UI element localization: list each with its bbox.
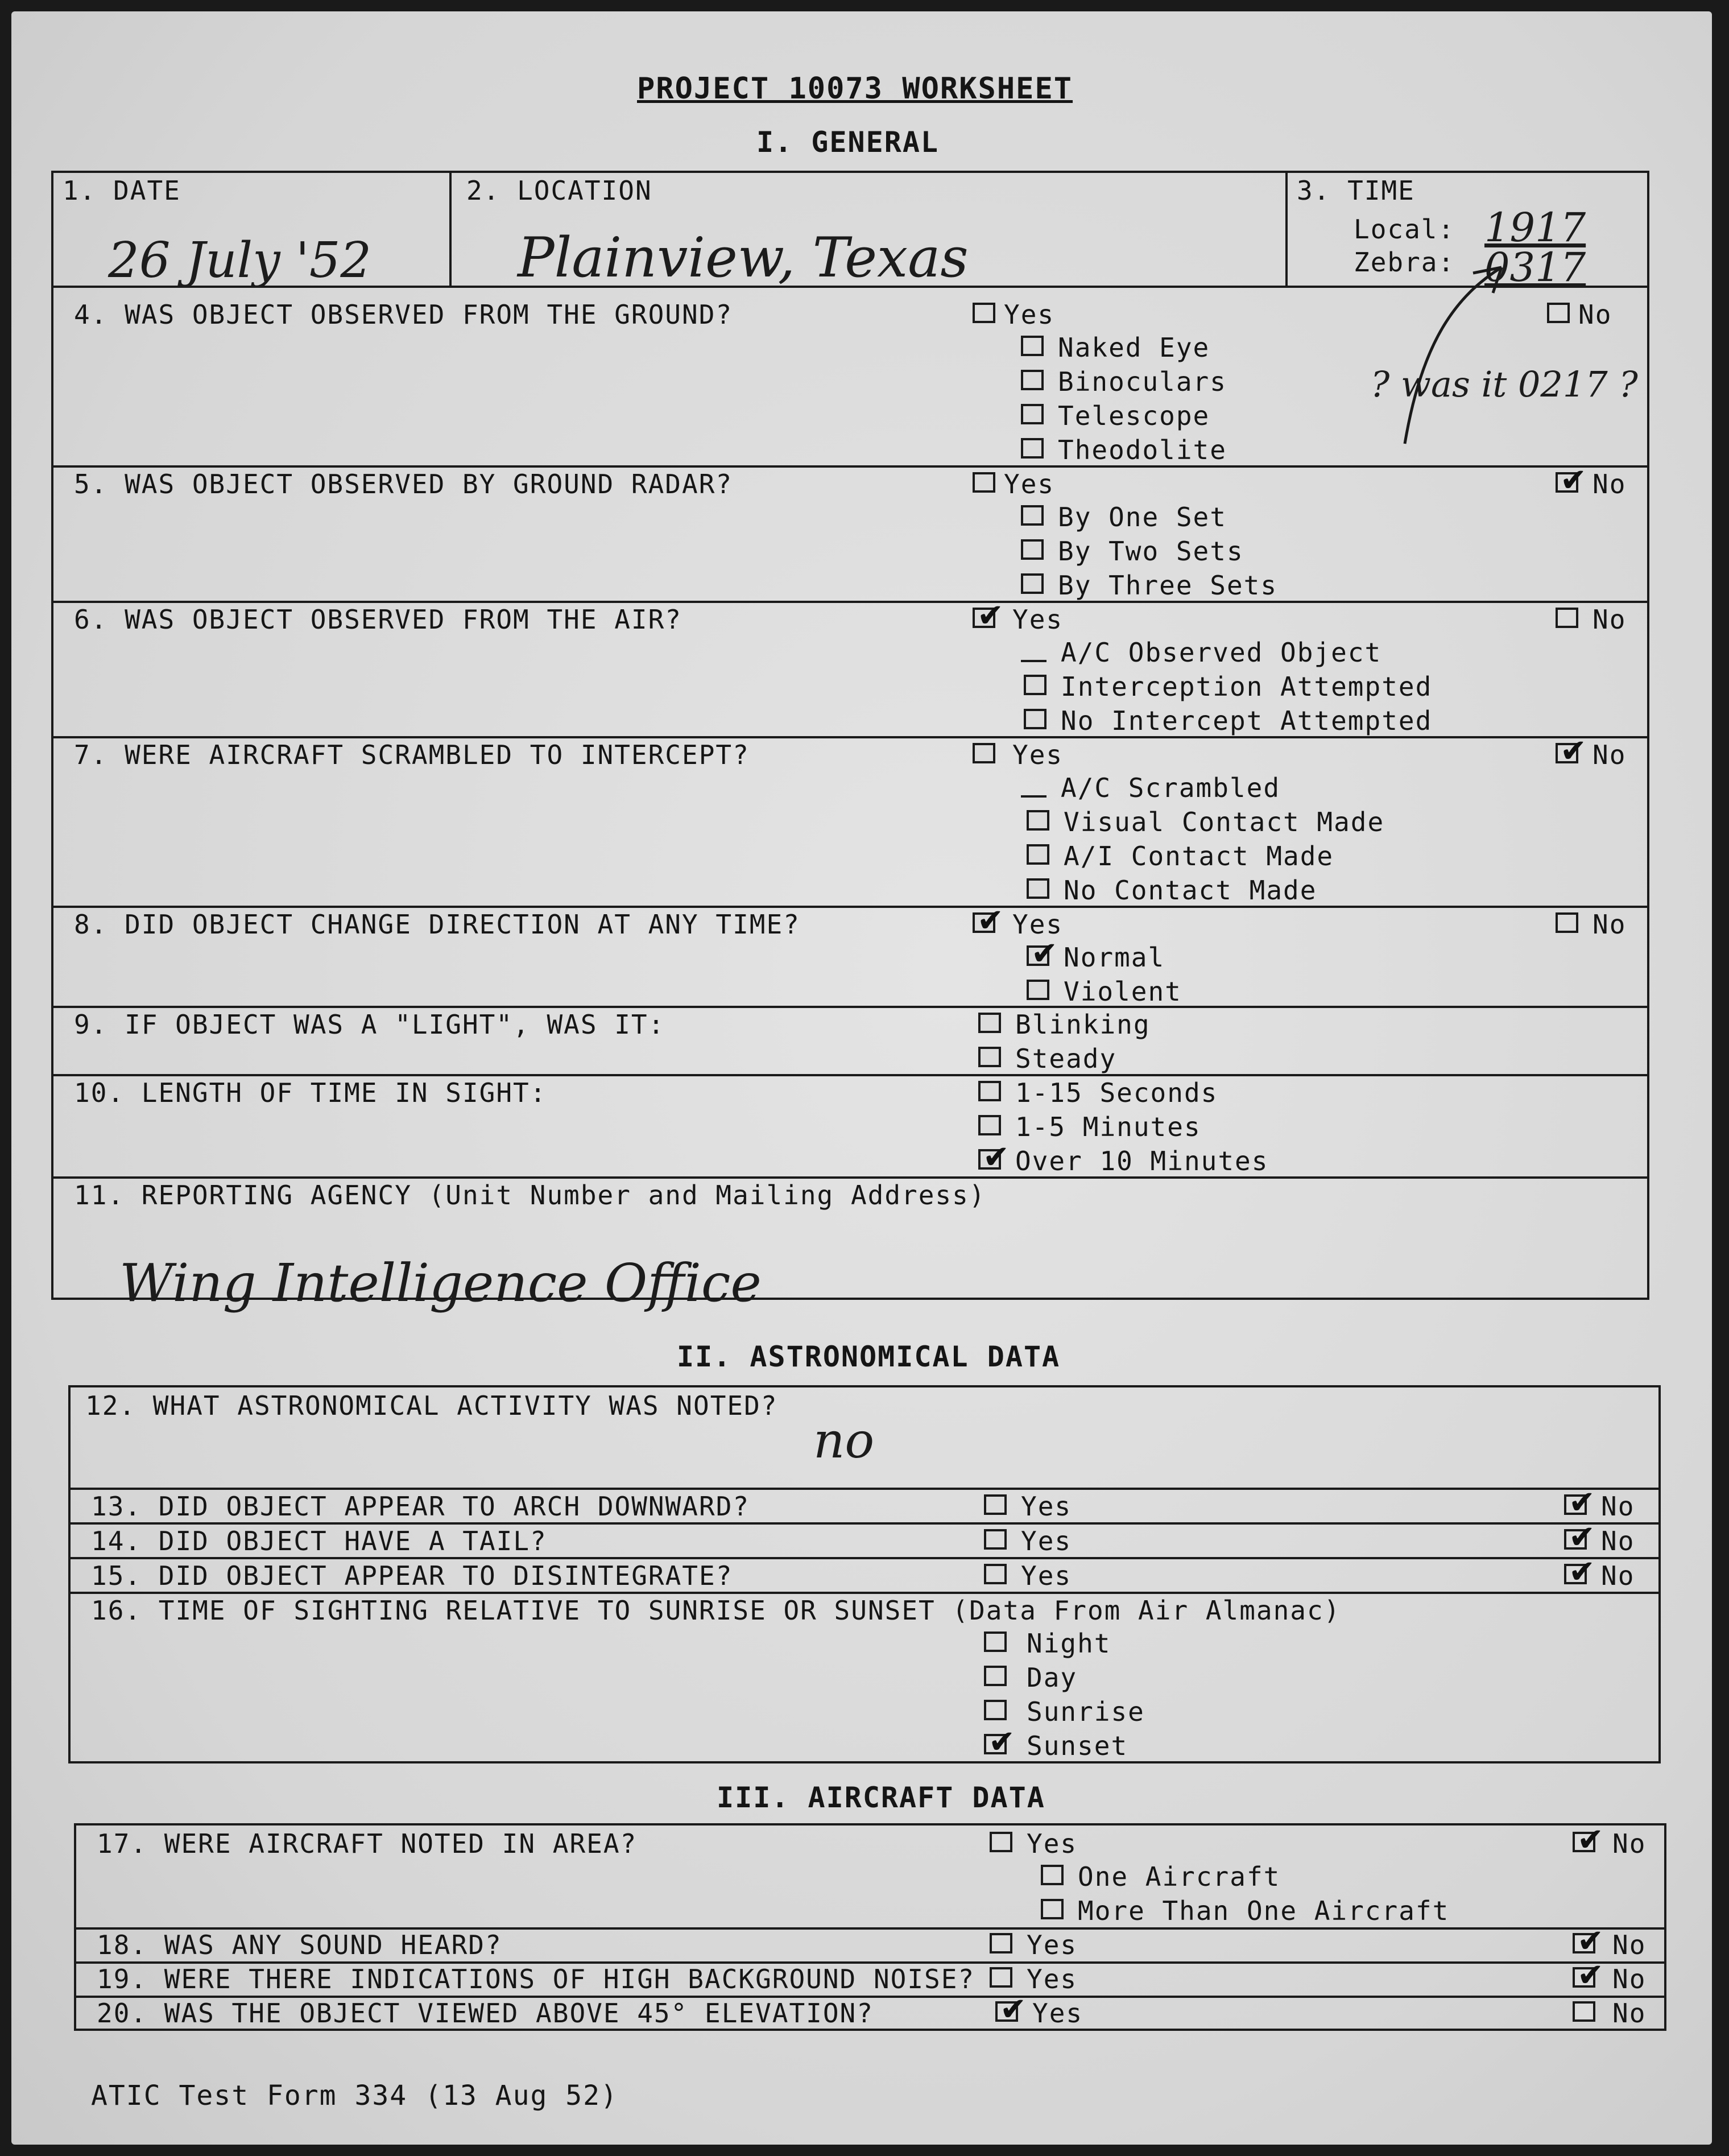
q13-label: 13. DID OBJECT APPEAR TO ARCH DOWNWARD? xyxy=(91,1491,750,1522)
q6-no-label: No xyxy=(1592,604,1627,635)
q6-opt-label: A/C Observed Object xyxy=(1061,637,1382,668)
q7-label: 7. WERE AIRCRAFT SCRAMBLED TO INTERCEPT? xyxy=(74,740,750,770)
q19-no-checkbox[interactable] xyxy=(1573,1967,1595,1988)
q5-opt-checkbox[interactable] xyxy=(1021,505,1044,526)
q19-label: 19. WERE THERE INDICATIONS OF HIGH BACKGROUND NOISE? xyxy=(97,1964,975,1994)
q15-yes-label: Yes xyxy=(1021,1560,1072,1591)
q18-label: 18. WAS ANY SOUND HEARD? xyxy=(97,1930,502,1960)
q8-opt-label: Normal xyxy=(1064,942,1165,973)
q4-opt-label: Telescope xyxy=(1058,400,1210,431)
q7-opt-checkbox[interactable] xyxy=(1027,878,1049,899)
q12-label: 12. WHAT ASTRONOMICAL ACTIVITY WAS NOTED? xyxy=(85,1390,778,1421)
q4-yes-checkbox[interactable] xyxy=(973,303,995,323)
q5-yes-checkbox[interactable] xyxy=(973,472,995,493)
q7-no-checkbox[interactable] xyxy=(1556,743,1578,763)
q5-opt-checkbox[interactable] xyxy=(1021,539,1044,560)
q18-no-label: No xyxy=(1612,1930,1647,1960)
q16-opt-checkbox[interactable] xyxy=(984,1632,1007,1652)
q6-opt-label: No Intercept Attempted xyxy=(1061,705,1433,736)
q5-label: 5. WAS OBJECT OBSERVED BY GROUND RADAR? xyxy=(74,469,733,499)
q7-opt-label: No Contact Made xyxy=(1064,875,1317,906)
astronomical-activity-value[interactable]: no xyxy=(813,1412,875,1469)
q17-no-label: No xyxy=(1612,1828,1647,1859)
q13-yes-label: Yes xyxy=(1021,1491,1072,1522)
q6-label: 6. WAS OBJECT OBSERVED FROM THE AIR? xyxy=(74,604,682,635)
q16-opt-label: Sunrise xyxy=(1027,1696,1145,1727)
q5-no-checkbox[interactable] xyxy=(1556,472,1578,493)
q9-opt-label: Steady xyxy=(1015,1043,1117,1074)
q5-opt-label: By Three Sets xyxy=(1058,570,1278,601)
q20-label: 20. WAS THE OBJECT VIEWED ABOVE 45° ELEVATION? xyxy=(97,1998,874,2029)
q15-no-checkbox[interactable] xyxy=(1564,1564,1587,1584)
date-value[interactable]: 26 July '52 xyxy=(108,232,372,289)
q4-opt-checkbox[interactable] xyxy=(1021,370,1044,390)
q4-opt-label: Theodolite xyxy=(1058,435,1227,465)
q4-opt-checkbox[interactable] xyxy=(1021,404,1044,424)
q4-opt-checkbox[interactable] xyxy=(1021,336,1044,356)
q7-opt-label: A/C Scrambled xyxy=(1061,773,1281,803)
annotation-arrow xyxy=(1388,262,1524,455)
time-label: 3. TIME xyxy=(1297,175,1415,206)
q4-opt-checkbox[interactable] xyxy=(1021,438,1044,459)
q20-no-checkbox[interactable] xyxy=(1573,2001,1595,2022)
q16-opt-checkbox[interactable] xyxy=(984,1700,1007,1720)
q7-yes-checkbox[interactable] xyxy=(973,743,995,763)
section-general-heading: I. GENERAL xyxy=(756,126,940,159)
q4-yes-label: Yes xyxy=(1004,299,1055,330)
q17-opt-checkbox[interactable] xyxy=(1041,1865,1064,1885)
q7-opt-checkbox[interactable] xyxy=(1027,810,1049,831)
q8-yes-checkbox[interactable] xyxy=(973,912,995,933)
q10-label: 10. LENGTH OF TIME IN SIGHT: xyxy=(74,1077,547,1108)
q5-opt-label: By One Set xyxy=(1058,502,1227,532)
q17-opt-checkbox[interactable] xyxy=(1041,1899,1064,1919)
zebra-label: Zebra: xyxy=(1354,247,1455,278)
q4-no-label: No xyxy=(1578,299,1612,330)
q10-opt-checkbox[interactable] xyxy=(978,1149,1001,1170)
q8-opt-checkbox[interactable] xyxy=(1027,980,1049,1000)
section-aircraft-heading: III. AIRCRAFT DATA xyxy=(717,1781,1045,1814)
q20-no-label: No xyxy=(1612,1998,1647,2029)
form-title: PROJECT 10073 WORKSHEET xyxy=(637,72,1073,106)
local-label: Local: xyxy=(1354,214,1455,245)
q17-opt-label: More Than One Aircraft xyxy=(1078,1895,1450,1926)
q7-yes-label: Yes xyxy=(1012,740,1064,770)
q13-yes-checkbox[interactable] xyxy=(984,1494,1007,1515)
q19-yes-label: Yes xyxy=(1027,1964,1078,1994)
q4-opt-label: Binoculars xyxy=(1058,366,1227,397)
q8-yes-label: Yes xyxy=(1012,909,1064,940)
q5-no-label: No xyxy=(1592,469,1627,499)
q10-opt-label: 1-5 Minutes xyxy=(1015,1112,1201,1142)
q15-label: 15. DID OBJECT APPEAR TO DISINTEGRATE? xyxy=(91,1560,733,1591)
zebra-annotation: ? was it 0217 ? xyxy=(1371,364,1638,405)
q6-no-checkbox[interactable] xyxy=(1556,608,1578,628)
q11-label: 11. REPORTING AGENCY (Unit Number and Mailing Address) xyxy=(74,1180,986,1211)
q6-yes-checkbox[interactable] xyxy=(973,608,995,628)
q6-opt-checkbox[interactable] xyxy=(1024,675,1046,695)
q13-no-checkbox[interactable] xyxy=(1564,1494,1587,1515)
q10-opt-checkbox[interactable] xyxy=(978,1081,1001,1101)
q10-opt-checkbox[interactable] xyxy=(978,1115,1001,1135)
q4-no-checkbox[interactable] xyxy=(1547,303,1570,323)
q17-opt-label: One Aircraft xyxy=(1078,1861,1281,1892)
zebra-time-value[interactable]: 0317 xyxy=(1484,244,1586,291)
q18-yes-checkbox[interactable] xyxy=(990,1933,1012,1953)
q8-no-checkbox[interactable] xyxy=(1556,912,1578,933)
local-time-value[interactable]: 1917 xyxy=(1484,204,1586,251)
q19-yes-checkbox[interactable] xyxy=(990,1967,1012,1988)
q9-label: 9. IF OBJECT WAS A "LIGHT", WAS IT: xyxy=(74,1009,665,1040)
q8-no-label: No xyxy=(1592,909,1627,940)
q10-opt-label: 1-15 Seconds xyxy=(1015,1077,1218,1108)
q7-opt-checkbox[interactable] xyxy=(1027,844,1049,865)
reporting-agency-value[interactable]: Wing Intelligence Office xyxy=(119,1253,762,1314)
q18-no-checkbox[interactable] xyxy=(1573,1933,1595,1953)
q7-no-label: No xyxy=(1592,740,1627,770)
q20-yes-label: Yes xyxy=(1032,1998,1083,2029)
q16-opt-label: Day xyxy=(1027,1662,1078,1693)
q17-yes-label: Yes xyxy=(1027,1828,1078,1859)
location-label: 2. LOCATION xyxy=(466,175,652,206)
q20-yes-checkbox[interactable] xyxy=(995,2001,1018,2022)
q14-no-checkbox[interactable] xyxy=(1564,1529,1587,1550)
q14-label: 14. DID OBJECT HAVE A TAIL? xyxy=(91,1526,547,1556)
q10-opt-label: Over 10 Minutes xyxy=(1015,1146,1269,1176)
q8-opt-checkbox[interactable] xyxy=(1027,945,1049,966)
q13-no-label: No xyxy=(1601,1491,1635,1522)
q17-yes-checkbox[interactable] xyxy=(990,1832,1012,1852)
q14-yes-checkbox[interactable] xyxy=(984,1529,1007,1550)
location-value[interactable]: Plainview, Texas xyxy=(518,226,969,290)
q17-label: 17. WERE AIRCRAFT NOTED IN AREA? xyxy=(97,1828,638,1859)
q16-opt-label: Night xyxy=(1027,1628,1111,1659)
q5-yes-label: Yes xyxy=(1004,469,1055,499)
q19-no-label: No xyxy=(1612,1964,1647,1994)
q16-label: 16. TIME OF SIGHTING RELATIVE TO SUNRISE OR SUNSET (Data From Air Almanac) xyxy=(91,1595,1341,1626)
q15-yes-checkbox[interactable] xyxy=(984,1564,1007,1584)
q16-opt-checkbox[interactable] xyxy=(984,1666,1007,1686)
q6-opt-label: Interception Attempted xyxy=(1061,671,1433,702)
q15-no-label: No xyxy=(1601,1560,1635,1591)
q6-opt-checkbox[interactable] xyxy=(1024,709,1046,729)
q9-opt-checkbox[interactable] xyxy=(978,1013,1001,1033)
q7-opt-label: A/I Contact Made xyxy=(1064,841,1334,872)
q9-opt-checkbox[interactable] xyxy=(978,1047,1001,1067)
q18-yes-label: Yes xyxy=(1027,1930,1078,1960)
q6-yes-label: Yes xyxy=(1012,604,1064,635)
date-label: 1. DATE xyxy=(63,175,181,206)
q4-opt-label: Naked Eye xyxy=(1058,332,1210,363)
q7-opt-label: Visual Contact Made xyxy=(1064,807,1385,837)
q8-opt-label: Violent xyxy=(1064,976,1182,1007)
q9-opt-label: Blinking xyxy=(1015,1009,1151,1040)
q5-opt-label: By Two Sets xyxy=(1058,536,1244,567)
q16-opt-label: Sunset xyxy=(1027,1730,1128,1761)
q14-yes-label: Yes xyxy=(1021,1526,1072,1556)
q8-label: 8. DID OBJECT CHANGE DIRECTION AT ANY TIME? xyxy=(74,909,800,940)
q17-no-checkbox[interactable] xyxy=(1573,1832,1595,1852)
worksheet-page xyxy=(11,11,1712,2145)
q14-no-label: No xyxy=(1601,1526,1635,1556)
q5-opt-checkbox[interactable] xyxy=(1021,573,1044,594)
form-footer: ATIC Test Form 334 (13 Aug 52) xyxy=(91,2080,618,2112)
q16-opt-checkbox[interactable] xyxy=(984,1734,1007,1754)
q4-label: 4. WAS OBJECT OBSERVED FROM THE GROUND? xyxy=(74,299,733,330)
section-astronomical-heading: II. ASTRONOMICAL DATA xyxy=(677,1340,1061,1373)
